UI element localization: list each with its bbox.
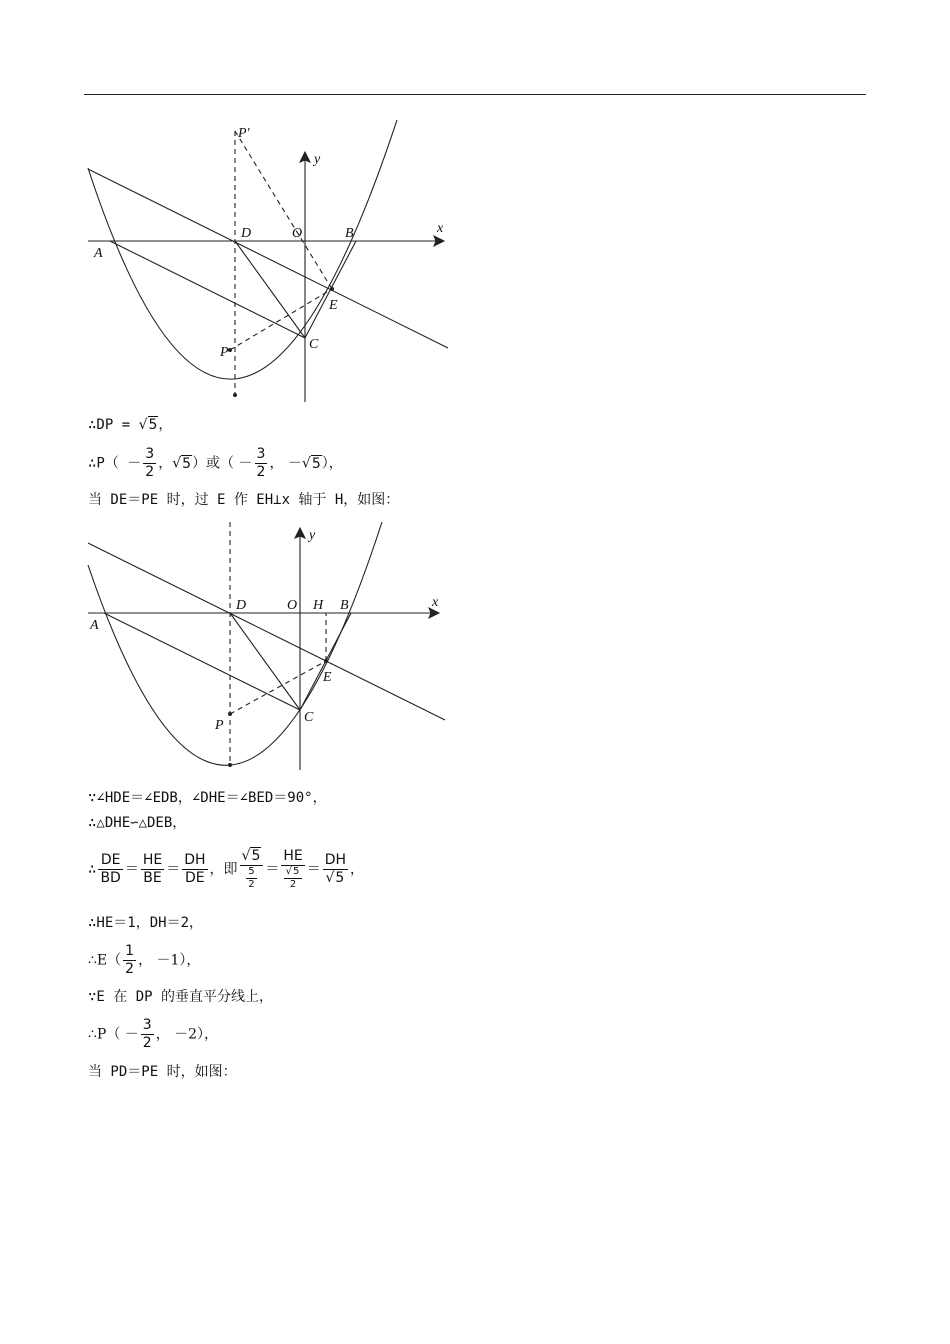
segment-dc	[235, 241, 305, 338]
parabola	[88, 522, 382, 765]
label-c: C	[309, 337, 319, 352]
line-4: ∵∠HDE＝∠EDB，∠DHE＝∠BED＝90°，	[88, 790, 327, 806]
sqrt-5: √5	[138, 417, 158, 433]
label-p: P	[215, 718, 224, 733]
figure-1-svg	[84, 115, 454, 407]
label-y: y	[314, 152, 321, 167]
label-p: P	[220, 345, 229, 360]
segment-dc	[230, 613, 300, 710]
line-9: ∵E 在 DP 的垂直平分线上，	[88, 989, 274, 1005]
label-o: O	[287, 598, 298, 613]
figure-1	[84, 115, 454, 407]
line-6: ∴ $\frac{DE}{BD}$ ＝ $\frac{HE}{BE}$ ＝ $\frac{DH}{DE}$ ，即 $\frac{√5}{\frac{5}{2}}$ ＝ $\frac{HE}{\frac{√5}{2}}$ ＝ $\frac{DH}{√5}$ ，	[88, 848, 365, 890]
line-8: ∴E（ $\frac{1}{2}$ ， －1），	[88, 943, 201, 977]
label-a: A	[90, 618, 99, 633]
y-axis-arrow	[295, 528, 305, 538]
segment-ac	[104, 613, 300, 710]
y-axis-arrow	[300, 152, 310, 162]
line-7: ∴HE＝1，DH＝2，	[88, 915, 204, 931]
label-x: x	[432, 595, 439, 610]
label-a: A	[94, 246, 103, 261]
label-c: C	[304, 710, 314, 725]
line-2: ∴P（ － $\frac{3}{2}$ ，√5）或（ － $\frac{3}{2}$ ， －√5），	[88, 446, 343, 480]
line-de	[88, 169, 448, 348]
label-e: E	[323, 670, 332, 685]
label-h: H	[313, 598, 324, 613]
line-3: 当 DE＝PE 时，过 E 作 EH⊥x 轴于 H，如图：	[88, 492, 400, 508]
label-e: E	[329, 298, 338, 313]
label-o: O	[292, 226, 303, 241]
header-rule	[84, 94, 866, 95]
line-10: ∴P（ － $\frac{3}{2}$ ， －2），	[88, 1017, 219, 1051]
fraction: $\frac{3}{2}$	[145, 446, 155, 480]
label-d: D	[236, 598, 247, 613]
figure-2	[84, 520, 454, 775]
label-d: D	[241, 226, 252, 241]
label-b: B	[340, 598, 349, 613]
x-axis-arrow	[434, 236, 444, 246]
line-11: 当 PD＝PE 时，如图：	[88, 1064, 237, 1080]
label-p-prime: P′	[238, 126, 250, 141]
parabola	[88, 120, 397, 379]
label-b: B	[345, 226, 354, 241]
segment-ac	[110, 241, 305, 338]
line-5: ∴△DHE∽△DEB，	[88, 815, 187, 831]
label-y: y	[309, 528, 316, 543]
figure-2-svg	[84, 520, 454, 775]
line-1: ∴DP = √5，	[88, 417, 173, 433]
label-x: x	[437, 221, 444, 236]
fraction: $\frac{3}{2}$	[256, 446, 266, 480]
